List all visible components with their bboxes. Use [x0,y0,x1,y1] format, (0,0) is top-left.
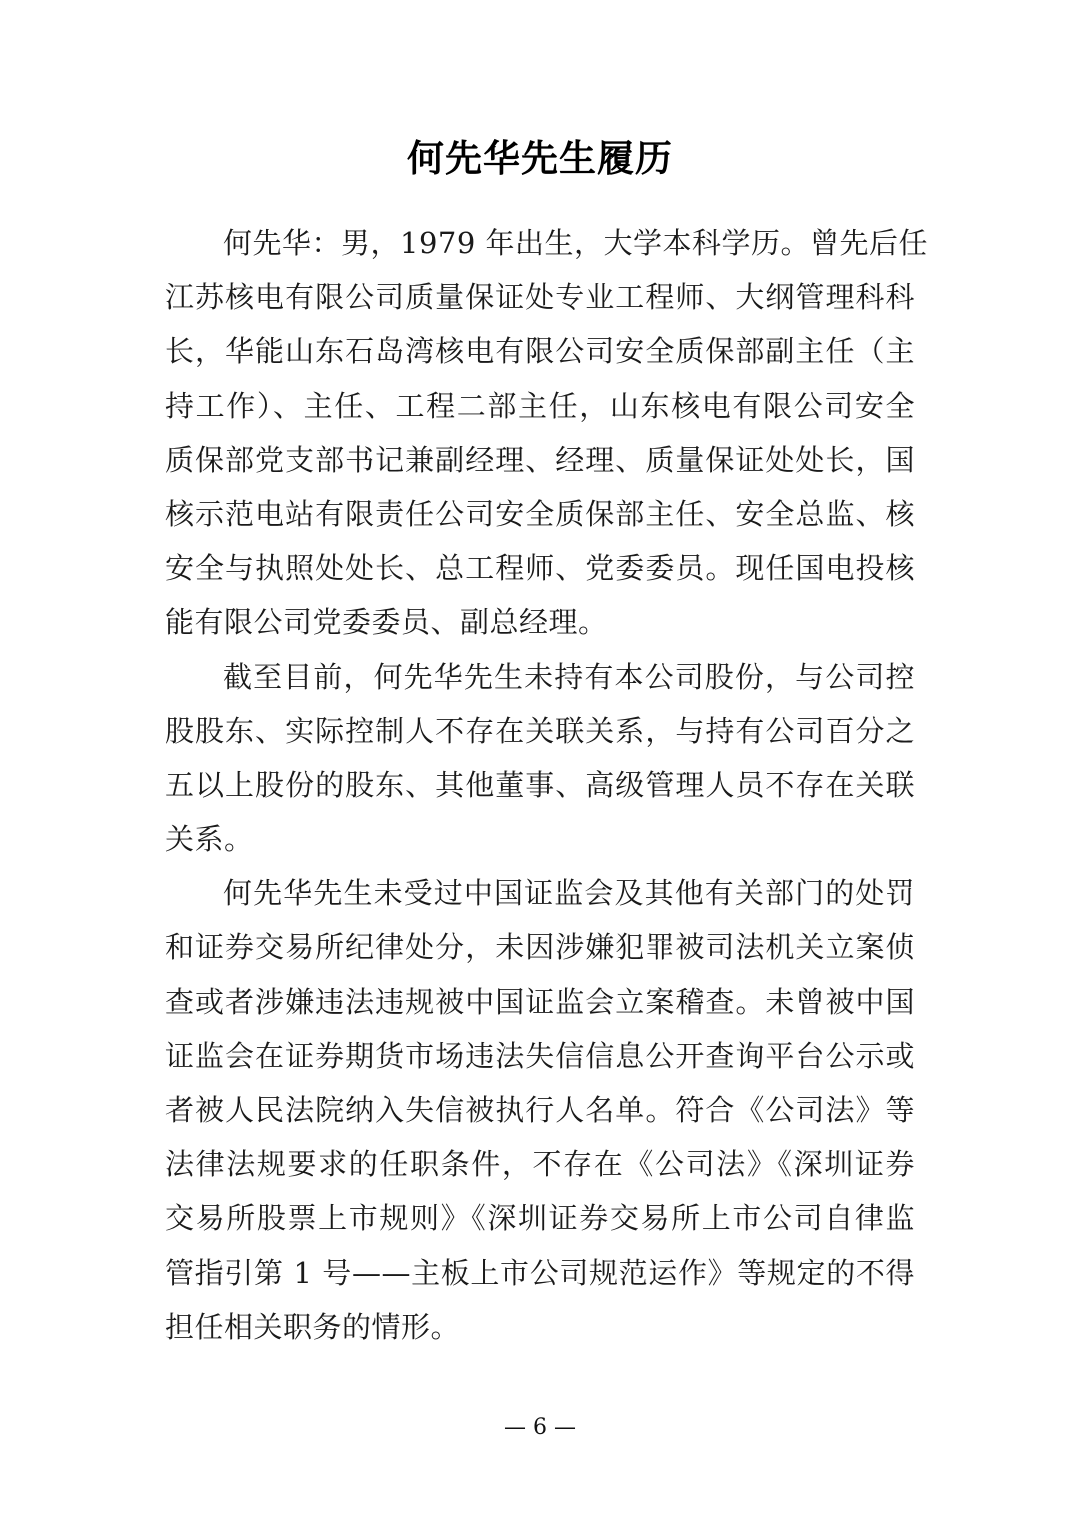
document-title: 何先华先生履历 [407,137,673,180]
text-line: 安全与执照处处长、总工程师、党委委员。现任国电投核 [165,551,915,586]
text-line: 何先华：男，1979 年出生，大学本科学历。曾先后任 [223,226,929,260]
text-line: 管指引第 1 号——主板上市公司规范运作》等规定的不得 [165,1255,915,1290]
text-line: 法律法规要求的任职条件，不存在《公司法》《深圳证券 [165,1147,915,1182]
text-line: 截至目前，何先华先生未持有本公司股份，与公司控 [223,659,915,694]
document-body [165,216,929,1354]
text-line: 五以上股份的股东、其他董事、高级管理人员不存在关联 [165,767,915,802]
text-line: 关系。 [165,822,254,857]
text-line: 江苏核电有限公司质量保证处专业工程师、大纲管理科科 [165,280,915,315]
text-line: 能有限公司党委委员、副总经理。 [165,605,608,640]
text-line: 查或者涉嫌违法违规被中国证监会立案稽查。未曾被中国 [165,984,915,1019]
text-line: 何先华先生未受过中国证监会及其他有关部门的处罚 [223,876,915,911]
text-line: 质保部党支部书记兼副经理、经理、质量保证处处长，国 [165,442,915,477]
page-number: — 6 — [504,1415,576,1440]
text-line: 和证券交易所纪律处分，未因涉嫌犯罪被司法机关立案侦 [165,930,915,965]
text-line: 长，华能山东石岛湾核电有限公司安全质保部副主任（主 [165,334,915,369]
text-line: 担任相关职务的情形。 [165,1309,461,1344]
text-line: 持工作）、主任、工程二部主任，山东核电有限公司安全 [165,388,915,423]
paragraph-compliance-statement [165,866,915,1354]
text-line: 证监会在证券期货市场违法失信信息公开查询平台公示或 [165,1038,915,1073]
text-line: 核示范电站有限责任公司安全质保部主任、安全总监、核 [165,496,915,531]
text-line: 交易所股票上市规则》《深圳证券交易所上市公司自律监 [165,1201,915,1236]
text-line: 股股东、实际控制人不存在关联关系，与持有公司百分之 [165,713,915,748]
text-line: 者被人民法院纳入失信被执行人名单。符合《公司法》等 [165,1093,915,1127]
paragraph-biography [165,216,929,650]
paragraph-shareholding-relations [165,650,915,867]
